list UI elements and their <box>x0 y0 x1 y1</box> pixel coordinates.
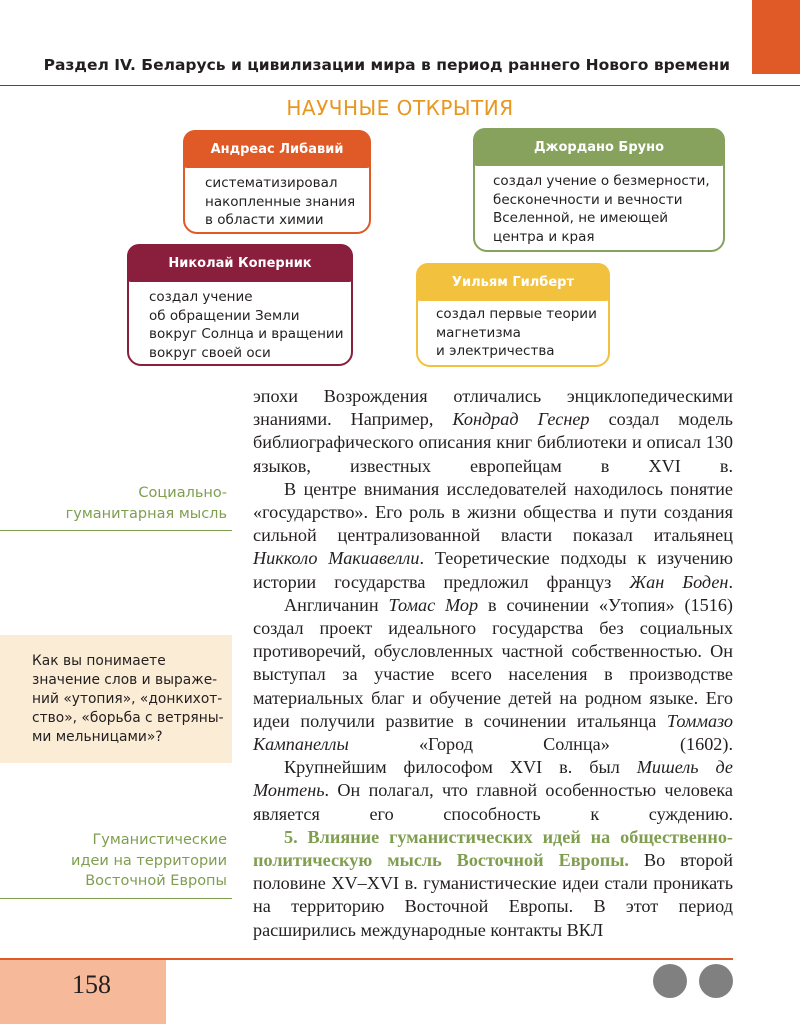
corner-tab <box>752 0 800 74</box>
section-5-heading: 5. Влияние гуманистических идей на общественно-политическую мысль Восточной Европы. <box>253 826 733 871</box>
paragraph-5: 5. Влияние гуманистических идей на общественно-политическую мысль Восточной Европы. Во второй половине XV–XVI в. гуманистические идеи стали проникать на территорию Восточной Европы. В этот период расширились международные контакты ВКЛ <box>253 826 733 940</box>
diagram-title: НАУЧНЫЕ ОТКРЫТИЯ <box>286 96 514 120</box>
person-boden: Жан Боден <box>629 571 729 592</box>
card-bruno-name: Джордано Бруно <box>473 128 725 166</box>
paragraph-1: эпохи Возрождения отличались энциклопедическими знаниями. Например, Кондрад Геснер создал модель библиографического описания книг библиотеки и описал 130 языков, известных европейцам в XVI в. <box>253 386 733 476</box>
paragraph-2: В центре внимания исследователей находилось понятие «государство». Его роль в жизни общества и пути создания сильной централизованной власти показал итальянец Никколо Макиавелли. Теоретические подходы к изучению истории государства предложил француз Жан Боден. <box>253 478 733 592</box>
margin-divider-1 <box>0 530 232 531</box>
page-number: 158 <box>72 970 111 999</box>
card-libavius <box>183 130 371 234</box>
paragraph-4: Крупнейшим философом XVI в. был Мишель де Монтень. Он полагал, что главной особенностью человека является его способность к суждению. <box>253 757 733 824</box>
card-copernicus <box>127 244 353 366</box>
question-box: Как вы понимаете значение слов и выраже- ний «утопия», «донкихот- ство», «борьба с ветряны- ми мельницами»? <box>0 635 232 763</box>
body-text <box>253 385 733 942</box>
person-montaigne: Мишель де Монтень <box>253 757 733 801</box>
paragraph-3: Англичанин Томас Мор в сочинении «Утопия» (1516) создал проект идеального государства без социальных противоречий, обусловленных частной собственностью. Он выступал за участие всего населения в производстве материальных благ и обучение детей на родном языке. Его идеи получили развитие в сочинении итальянца Томмазо Кампанеллы «Город Солнца» (1602). <box>253 594 733 755</box>
header-divider <box>0 85 800 86</box>
person-campanella: Томмазо Кампанеллы <box>253 710 733 755</box>
card-gilbert-text: создал первые теории магнетизма и электричества <box>436 306 597 359</box>
card-libavius-text: систематизировал накопленные знания в области химии <box>205 175 356 228</box>
card-copernicus-text: создал учение об обращении Земли вокруг Солнца и вращении вокруг своей оси <box>149 289 344 361</box>
margin-note-social-thought: Социально- гуманитарная мысль <box>65 485 227 522</box>
section-header: Раздел IV. Беларусь и цивилизации мира в период раннего Нового времени <box>43 56 730 74</box>
person-machiavelli: Никколо Макиавелли <box>253 548 420 569</box>
card-bruno <box>473 128 725 252</box>
card-copernicus-name: Николай Коперник <box>127 244 353 282</box>
person-gesner: Кондрад Геснер <box>452 409 590 430</box>
decor-dot-2 <box>699 964 733 998</box>
margin-divider-2 <box>0 898 232 899</box>
card-bruno-text: создал учение о безмерности, бесконечности и вечности Вселенной, не имеющей центра и края <box>493 173 710 245</box>
person-more: Томас Мор <box>388 594 479 615</box>
margin-note-humanist-ideas: Гуманистические идеи на территории Восточной Европы <box>71 832 227 889</box>
card-gilbert <box>416 263 610 367</box>
card-gilbert-name: Уильям Гилберт <box>416 263 610 301</box>
card-libavius-name: Андреас Либавий <box>183 130 371 168</box>
decor-dot-1 <box>653 964 687 998</box>
